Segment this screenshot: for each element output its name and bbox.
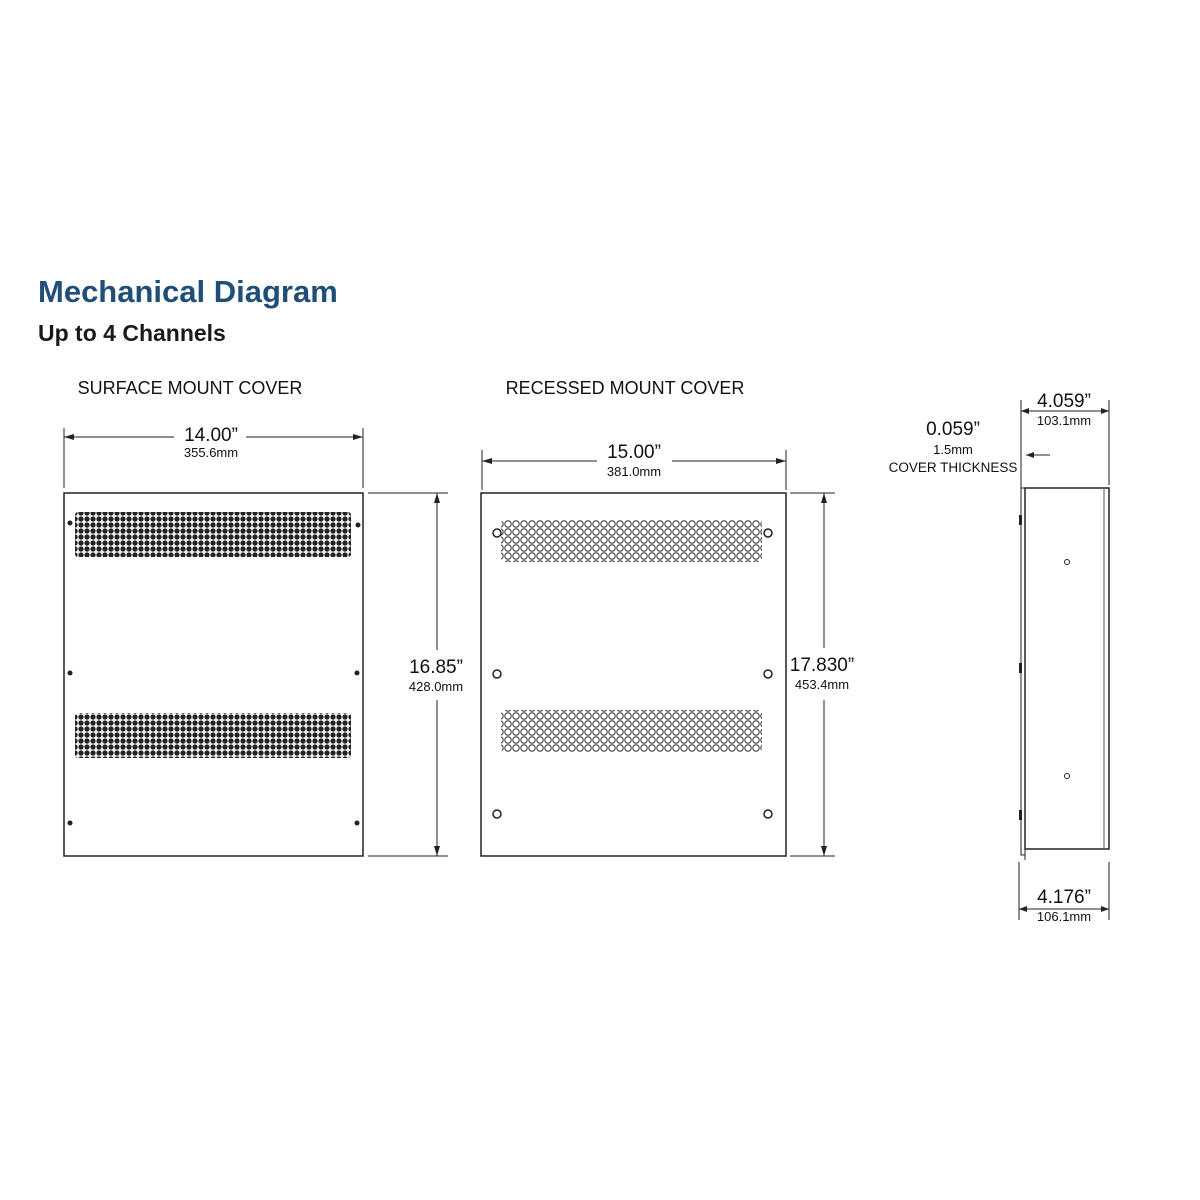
surface-height-arrow-top xyxy=(434,493,440,503)
side-depth-bottom-in: 4.176” xyxy=(1037,887,1091,908)
recessed-heading: RECESSED MOUNT COVER xyxy=(505,378,745,398)
surface-height-mm: 428.0mm xyxy=(408,679,464,694)
side-box-body xyxy=(1025,488,1109,849)
side-cover-label: COVER THICKNESS xyxy=(888,460,1018,475)
side-cover-arrow xyxy=(1026,452,1034,458)
recessed-height-in: 17.830” xyxy=(789,655,855,676)
side-depth-bottom-mm: 106.1mm xyxy=(1036,909,1092,924)
surface-screw xyxy=(355,821,360,826)
surface-heading: SURFACE MOUNT COVER xyxy=(77,378,303,398)
side-top-arrow-left xyxy=(1021,408,1029,414)
side-clip xyxy=(1019,810,1022,820)
diagram-subtitle: Up to 4 Channels xyxy=(38,320,226,346)
side-bottom-arrow-right xyxy=(1101,906,1109,912)
recessed-height-mm: 453.4mm xyxy=(794,677,850,692)
recessed-mount-cover xyxy=(481,378,854,856)
side-depth-top-in: 4.059” xyxy=(1037,391,1091,412)
surface-screw xyxy=(68,521,73,526)
side-view xyxy=(889,391,1109,924)
surface-screw xyxy=(68,821,73,826)
surface-mount-cover xyxy=(64,378,463,856)
recessed-width-arrow-right xyxy=(776,458,786,464)
surface-height-in: 16.85” xyxy=(409,657,463,678)
surface-width-arrow-right xyxy=(353,434,363,440)
recessed-height-arrow-bottom xyxy=(821,846,827,856)
surface-vent-top xyxy=(75,512,351,557)
side-depth-top-mm: 103.1mm xyxy=(1036,413,1092,428)
surface-screw xyxy=(68,671,73,676)
diagram-title: Mechanical Diagram xyxy=(38,274,338,309)
surface-screw xyxy=(356,523,361,528)
recessed-width-in: 15.00” xyxy=(607,442,661,463)
side-clip xyxy=(1019,663,1022,673)
surface-width-mm: 355.6mm xyxy=(183,445,239,460)
surface-screw xyxy=(355,671,360,676)
side-cover-mm: 1.5mm xyxy=(933,442,973,457)
side-clip xyxy=(1019,515,1022,525)
side-cover-in: 0.059” xyxy=(926,419,980,440)
side-bottom-arrow-left xyxy=(1019,906,1027,912)
surface-width-in: 14.00” xyxy=(184,425,238,446)
recessed-vent-top xyxy=(501,520,762,562)
side-top-arrow-right xyxy=(1101,408,1109,414)
recessed-vent-bottom xyxy=(501,710,762,752)
recessed-height-arrow-top xyxy=(821,493,827,503)
surface-vent-bottom xyxy=(75,713,351,758)
surface-height-arrow-bottom xyxy=(434,846,440,856)
surface-width-arrow-left xyxy=(64,434,74,440)
recessed-width-arrow-left xyxy=(482,458,492,464)
recessed-width-mm: 381.0mm xyxy=(606,464,662,479)
